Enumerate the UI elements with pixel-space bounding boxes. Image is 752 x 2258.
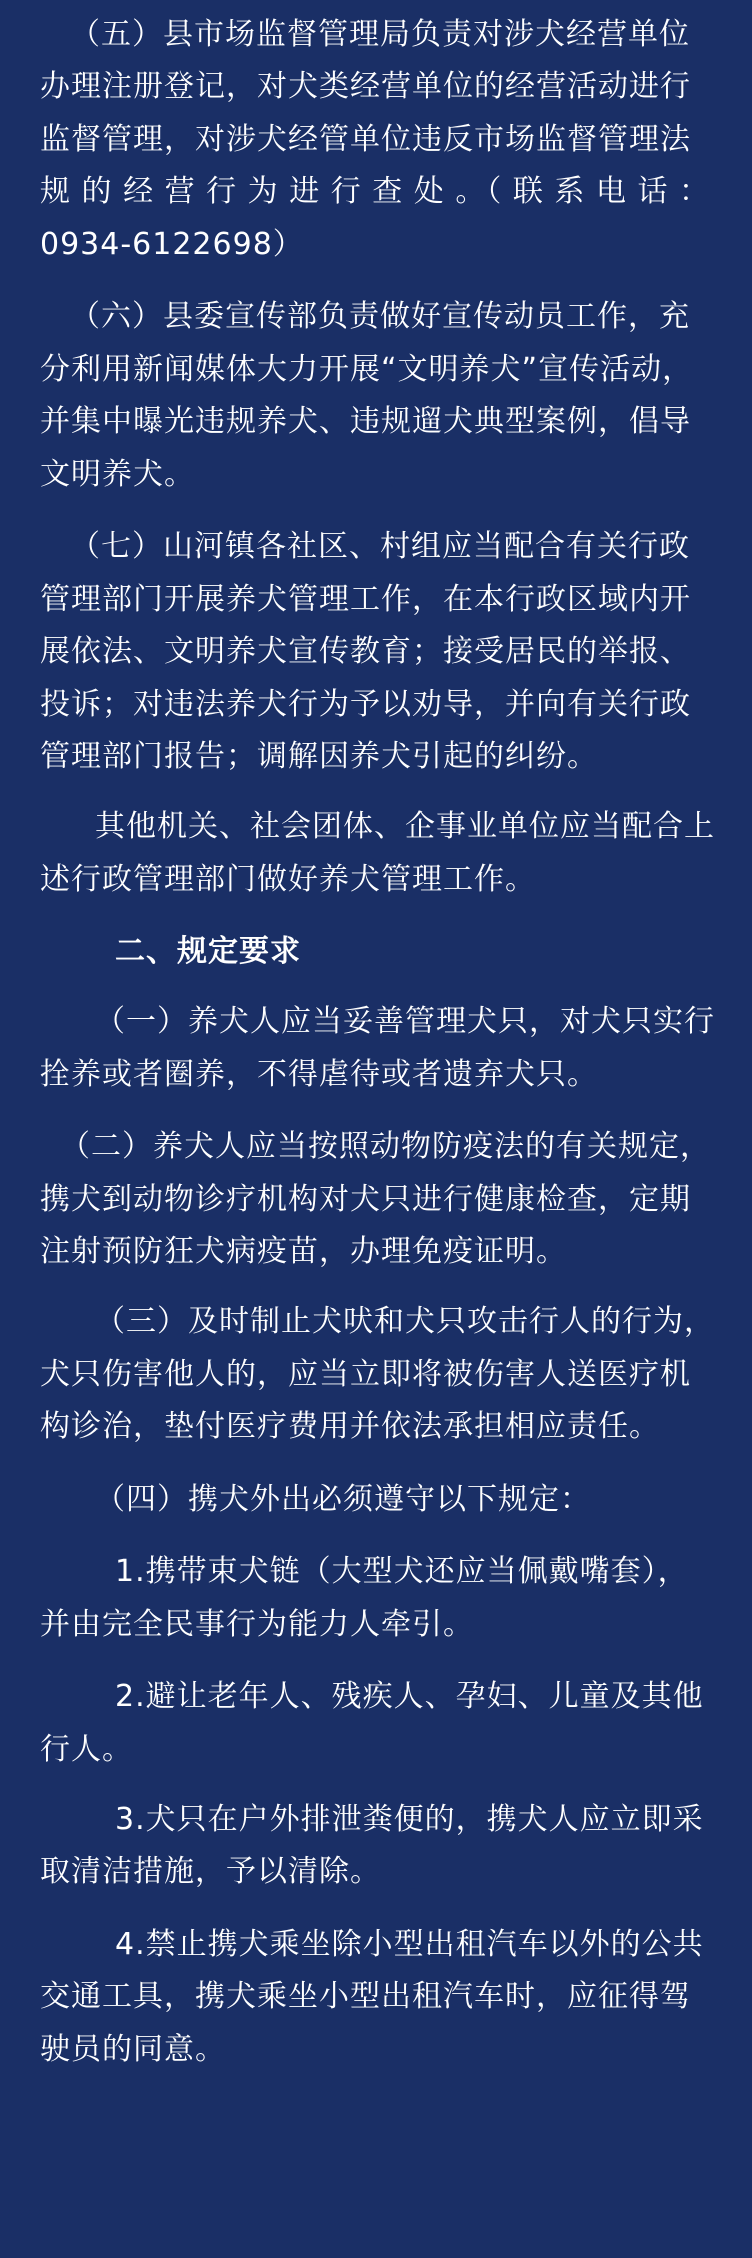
paragraph-line: 携犬到动物诊疗机构对犬只进行健康检查，定期 (40, 1182, 691, 1217)
paragraph-line: 文明养犬。 (40, 457, 195, 492)
paragraph-line: 交通工具，携犬乘坐小型出租汽车时，应征得驾 (40, 1979, 691, 2014)
paragraph-line: 3.犬只在户外排泄粪便的，携犬人应立即采 (115, 1802, 704, 1837)
paragraph-line: 规 的 经 营 行 为 进 行 查 处 。（ 联 系 电 话 ： (40, 174, 711, 209)
paragraph-line: 并集中曝光违规养犬、违规遛犬典型案例，倡导 (40, 404, 691, 439)
paragraph-line: （二）养犬人应当按照动物防疫法的有关规定， (60, 1129, 711, 1164)
paragraph-line: 行人。 (40, 1732, 133, 1767)
paragraph-line: 取清洁措施，予以清除。 (40, 1854, 381, 1889)
paragraph-line: 展依法、文明养犬宣传教育；接受居民的举报、 (40, 634, 691, 669)
paragraph-line: 分利用新闻媒体大力开展“文明养犬”宣传活动， (40, 352, 694, 387)
section-heading: 二、规定要求 (115, 934, 301, 969)
paragraph-line: 监督管理，对涉犬经管单位违反市场监督管理法 (40, 122, 691, 157)
paragraph-line: 4.禁止携犬乘坐除小型出租汽车以外的公共 (115, 1927, 704, 1962)
paragraph-line: 管理部门开展养犬管理工作，在本行政区域内开 (40, 582, 691, 617)
paragraph-line: 注射预防狂犬病疫苗，办理免疫证明。 (40, 1234, 567, 1269)
paragraph-line: 犬只伤害他人的，应当立即将被伤害人送医疗机 (40, 1357, 691, 1392)
paragraph-line: 2.避让老年人、残疾人、孕妇、儿童及其他 (115, 1679, 704, 1714)
paragraph-line: 0934-6122698） (40, 227, 304, 262)
paragraph-line: 其他机关、社会团体、企事业单位应当配合上 (95, 809, 715, 844)
paragraph-line: （三）及时制止犬吠和犬只攻击行人的行为， (95, 1304, 715, 1339)
paragraph-line: 拴养或者圈养，不得虐待或者遗弃犬只。 (40, 1057, 598, 1092)
paragraph-line: 投诉；对违法养犬行为予以劝导，并向有关行政 (40, 687, 691, 722)
paragraph-line: 述行政管理部门做好养犬管理工作。 (40, 862, 536, 897)
paragraph-line: 1.携带束犬链（大型犬还应当佩戴嘴套）， (115, 1554, 689, 1589)
paragraph-line: 驶员的同意。 (40, 2032, 226, 2067)
paragraph-line: （五）县市场监督管理局负责对涉犬经营单位 (70, 17, 690, 52)
paragraph-line: 并由完全民事行为能力人牵引。 (40, 1607, 474, 1642)
paragraph-line: （一）养犬人应当妥善管理犬只，对犬只实行 (95, 1004, 715, 1039)
paragraph-line: （七）山河镇各社区、村组应当配合有关行政 (70, 529, 690, 564)
paragraph-line: 管理部门报告；调解因养犬引起的纠纷。 (40, 739, 598, 774)
paragraph-line: （四）携犬外出必须遵守以下规定： (95, 1482, 591, 1517)
paragraph-line: （六）县委宣传部负责做好宣传动员工作，充 (70, 299, 690, 334)
paragraph-line: 构诊治，垫付医疗费用并依法承担相应责任。 (40, 1409, 660, 1444)
paragraph-line: 办理注册登记，对犬类经营单位的经营活动进行 (40, 69, 691, 104)
